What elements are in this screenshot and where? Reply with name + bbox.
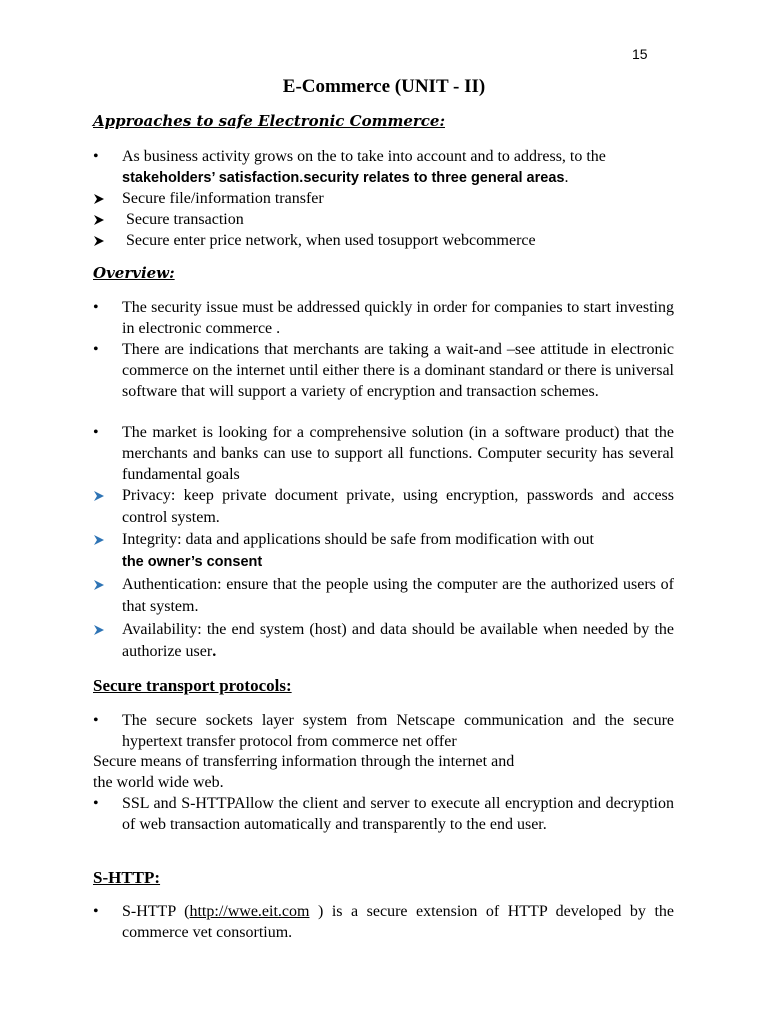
bullet-icon [93,297,115,318]
list-item: • The security issue must be addressed quickly in order for companies to start investing in electronic commerce . [93,297,674,339]
list-item: Privacy: keep private document private, using encryption, passwords and access control system. [93,485,674,529]
section-heading-approaches: Approaches to safe Electronic Commerce: [93,112,445,130]
bullet-icon [93,793,115,814]
bullet-icon [93,422,115,443]
section-heading-overview: Overview: [93,264,175,282]
list-item: • S-HTTP (http://wwe.eit.com ) is a secure extension of HTTP developed by the commerce vet consortium. [93,901,674,943]
section-heading-shttp: S-HTTP: [93,868,161,887]
bullet-icon [93,146,115,167]
paragraph-line: the world wide web. [93,774,224,791]
arrow-bullet-icon [93,209,115,230]
list-item: • SSL and S-HTTPAllow the client and server to execute all encryption and decryption of web transaction automatically and transparently to the end user. [93,793,674,835]
list-item: Integrity: data and applications should be safe from modification with out the owner’s consent [93,529,674,573]
list-item: Secure enter price network, when used tosupport webcommerce [93,230,674,251]
list-item: Secure transaction [93,209,674,230]
list-item: • The secure sockets layer system from Netscape communication and the secure hypertext transfer protocol from commerce net offer [93,710,674,752]
arrow-bullet-icon [93,619,115,641]
section-heading-secure-transport: Secure transport protocols: [93,676,292,695]
arrow-bullet-icon [93,485,115,507]
arrow-bullet-icon [93,188,115,209]
list-item: Availability: the end system (host) and data should be available when needed by the authorize user. [93,619,674,663]
list-item: Authentication: ensure that the people using the computer are the authorized users of that system. [93,574,674,618]
list-item [93,146,674,189]
list-item-text: As business activity grows on the to take into account and to address, to the stakeholders’ satisfaction.security relates to three general areas. [122,148,606,186]
arrow-bullet-icon [93,529,115,551]
arrow-bullet-icon [93,230,115,251]
paragraph-line: Secure means of transferring information through the internet and [93,753,515,770]
shttp-link[interactable]: http://wwe.eit.com [189,903,310,920]
bullet-icon [93,710,115,731]
list-item: Secure file/information transfer [93,188,674,209]
list-item: • There are indications that merchants are taking a wait-and –see attitude in electronic commerce on the internet until either there is a dominant standard or there is universal software that will support a variety of encryption and transaction schemes. [93,339,674,402]
arrow-bullet-icon [93,574,115,596]
bullet-icon [93,339,115,360]
page-title: E-Commerce (UNIT - II) [282,76,486,97]
list-item: • The market is looking for a comprehensive solution (in a software product) that the merchants and banks can use to support all functions. Computer security has several fundamental goals [93,422,674,485]
page-number: 15 [632,46,648,62]
bullet-icon [93,901,115,922]
